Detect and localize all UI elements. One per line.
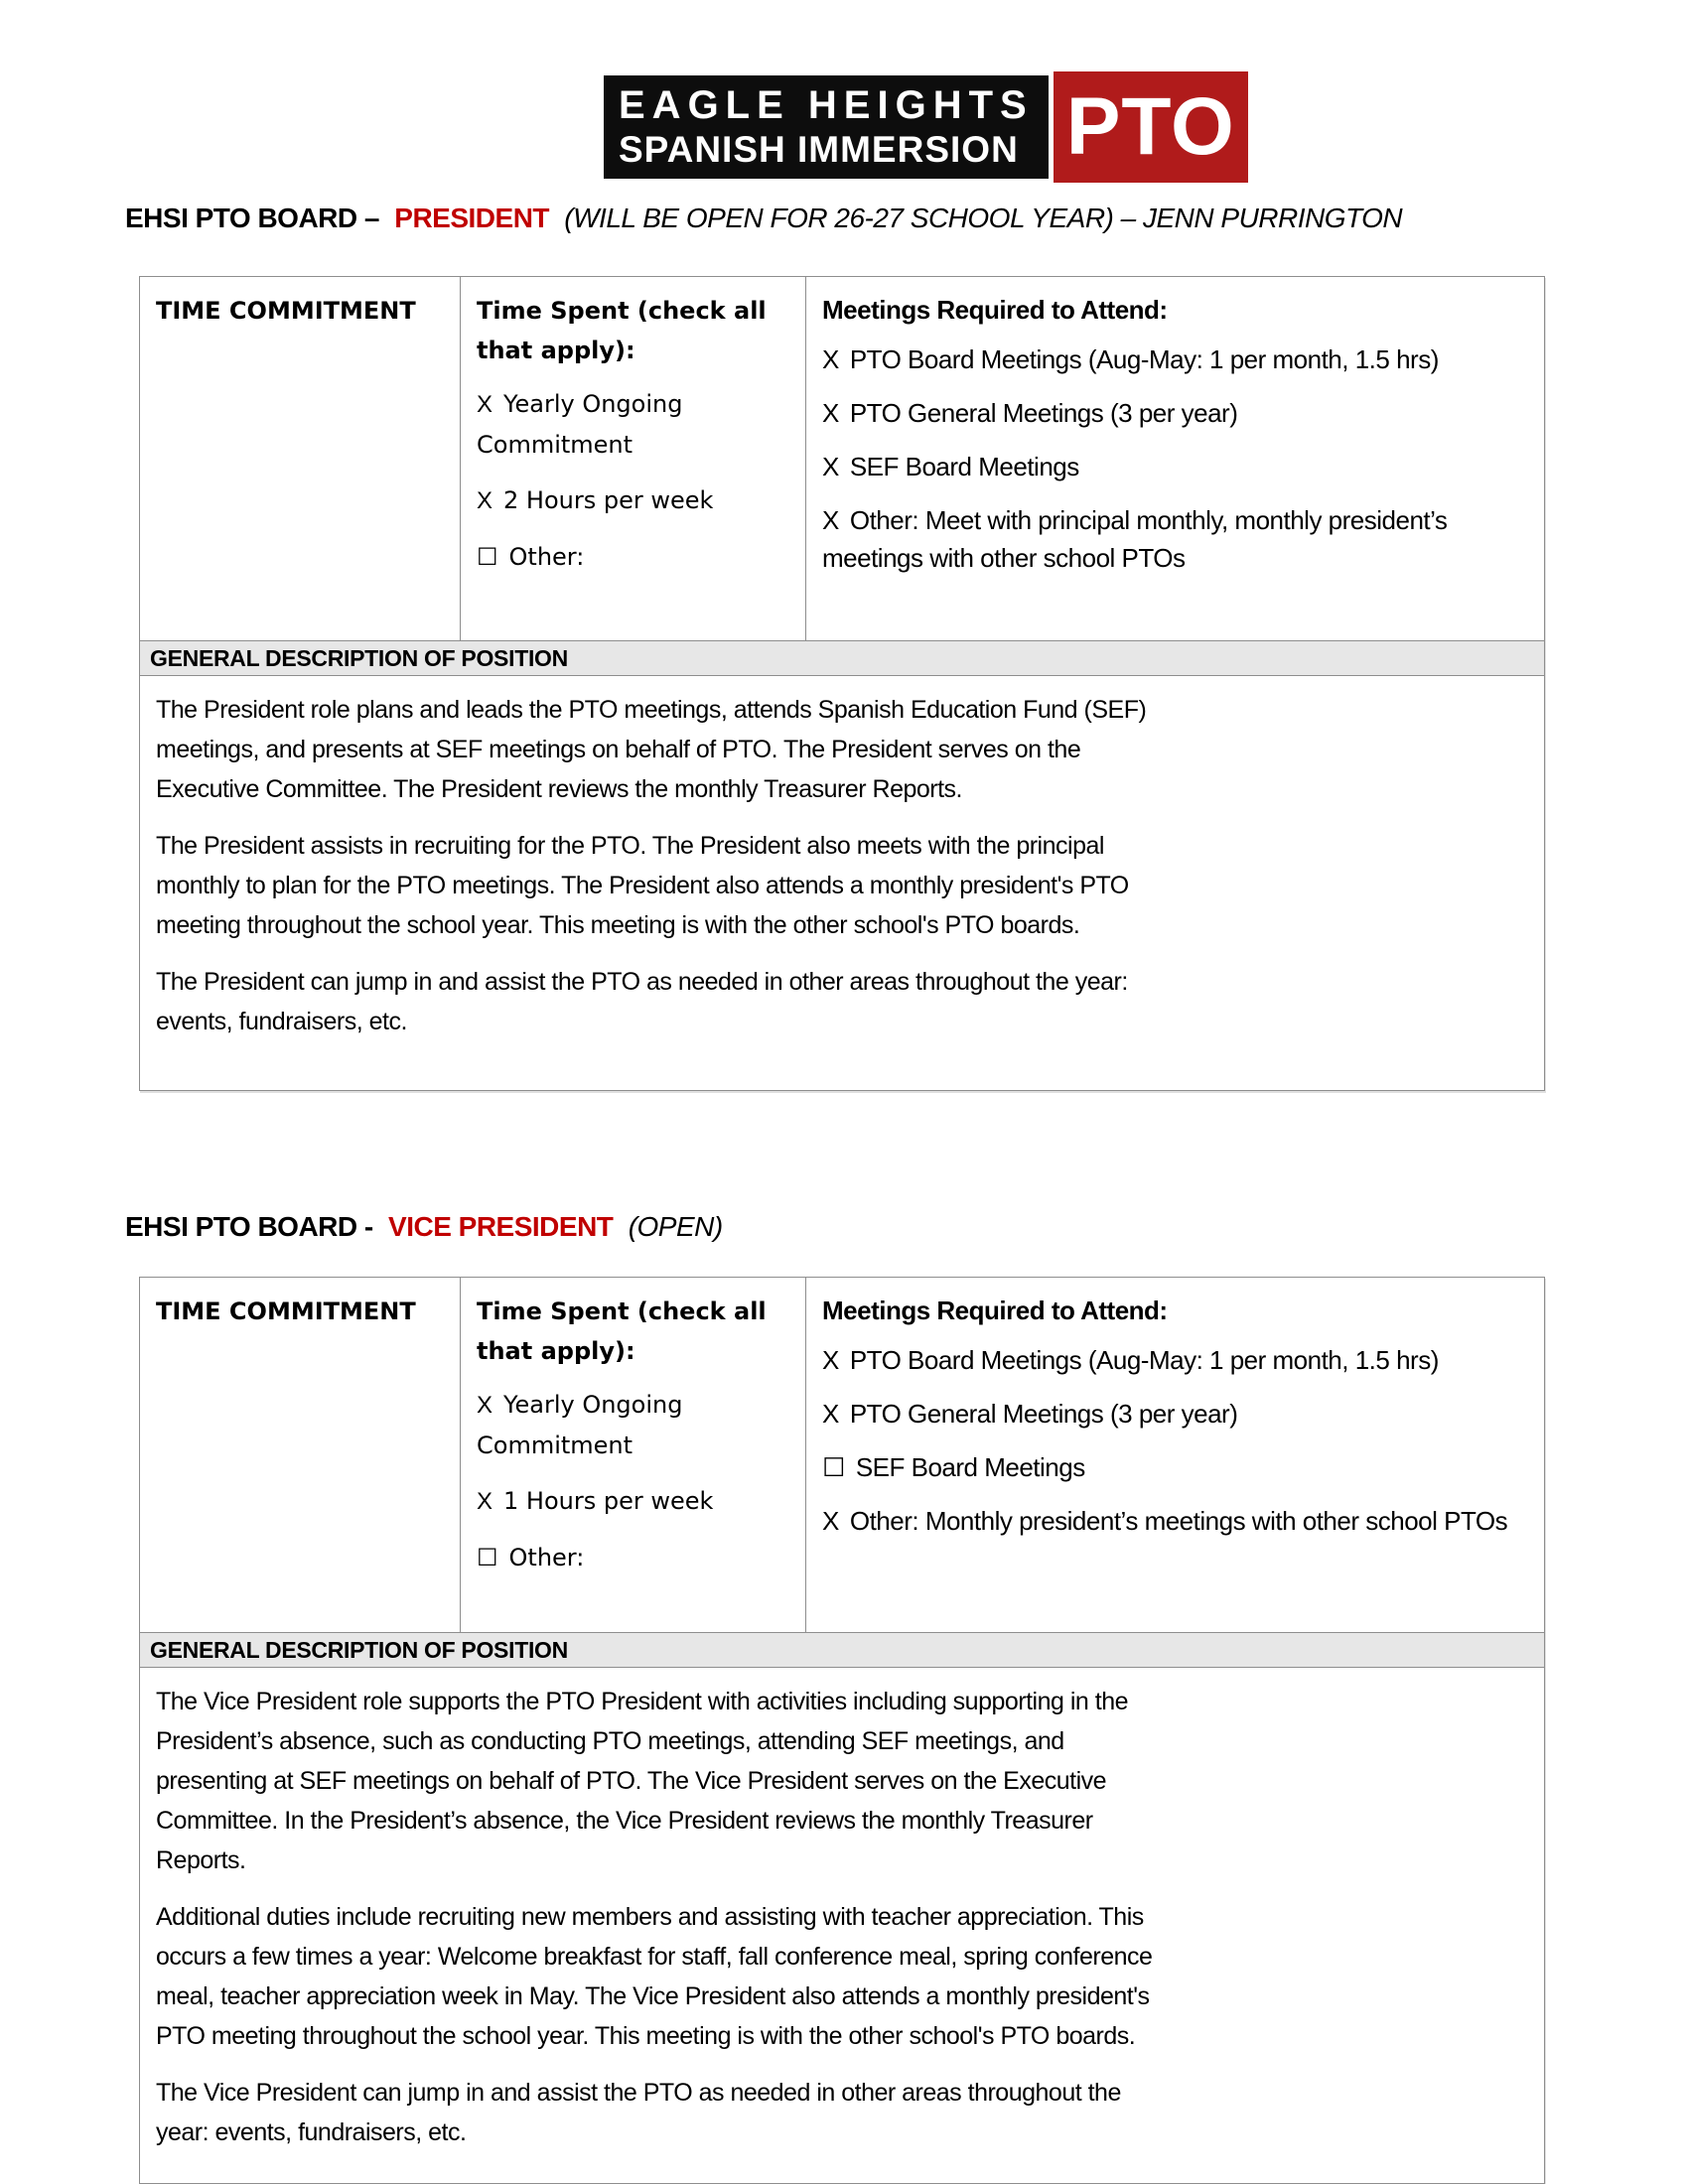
description-body xyxy=(140,1668,1544,2183)
checklist-item xyxy=(477,1385,789,1465)
checkbox-mark: X xyxy=(822,452,839,481)
description-body xyxy=(140,676,1544,1090)
heading-note: (OPEN) xyxy=(628,1211,723,1242)
section-heading-vice-president xyxy=(125,1207,723,1247)
heading-note: (WILL BE OPEN FOR 26-27 SCHOOL YEAR) – JENN PURRINGTON xyxy=(564,203,1403,233)
description-paragraph: The Vice President can jump in and assist the PTO as needed in other areas throughout the year: events, fundraisers, etc. xyxy=(156,2079,1121,2146)
description-header-bar: GENERAL DESCRIPTION OF POSITION xyxy=(140,640,1544,676)
checklist-label: SEF Board Meetings xyxy=(855,1452,1085,1482)
checklist-label: SEF Board Meetings xyxy=(849,452,1079,481)
time-spent-header: Time Spent (check all that apply): xyxy=(477,297,767,364)
description-paragraph: Additional duties include recruiting new members and assisting with teacher appreciation. This occurs a few times a year: Welcome breakfast for staff, fall conference meal, spring conference meal, teacher appreciation week in May. The Vice President also attends a monthly president's PTO meeting throughout the school year. This meeting is with the other school's PTO boards. xyxy=(156,1903,1153,2050)
checklist-label: Other: Meet with principal monthly, monthly president’s meetings with other school PTOs xyxy=(822,505,1448,573)
checklist-item xyxy=(822,501,1528,577)
checkbox-mark: X xyxy=(822,398,839,428)
checklist-item xyxy=(822,394,1528,432)
description-header-bar: GENERAL DESCRIPTION OF POSITION xyxy=(140,1632,1544,1668)
position-table-president xyxy=(139,276,1545,1091)
time-commitment-label: TIME COMMITMENT xyxy=(156,297,416,325)
checklist-label: 1 Hours per week xyxy=(503,1487,714,1515)
checkbox-mark: X xyxy=(822,1345,839,1375)
checklist-label: Other: xyxy=(508,1544,585,1571)
time-commitment-label: TIME COMMITMENT xyxy=(156,1297,416,1325)
meetings-header: Meetings Required to Attend: xyxy=(822,295,1168,325)
checklist-item xyxy=(822,448,1528,485)
time-commitment-cell xyxy=(140,1278,460,1632)
checkbox-mark: ☐ xyxy=(822,1452,845,1482)
checklist-label: PTO General Meetings (3 per year) xyxy=(849,398,1238,428)
checklist-item xyxy=(477,1538,789,1578)
checkbox-mark: X xyxy=(477,1488,493,1515)
checklist-item xyxy=(477,480,789,521)
checklist-label: PTO Board Meetings (Aug-May: 1 per month, 1.5 hrs) xyxy=(849,1345,1439,1375)
checklist-label: Other: xyxy=(508,543,585,571)
checkbox-mark: X xyxy=(477,1392,493,1419)
checklist-label: PTO General Meetings (3 per year) xyxy=(849,1399,1238,1429)
heading-board-prefix: EHSI PTO BOARD - xyxy=(125,1211,373,1242)
checklist-item xyxy=(477,384,789,465)
heading-role-title: PRESIDENT xyxy=(394,203,550,233)
checklist-item xyxy=(822,1502,1528,1540)
description-paragraph: The President assists in recruiting for the PTO. The President also meets with the principal monthly to plan for the PTO meetings. The President also attends a monthly president's PTO meeting throughout the school year. This meeting is with the other school's PTO boards. xyxy=(156,832,1129,939)
section-heading-president xyxy=(125,199,1402,238)
table-top-row xyxy=(140,1278,1544,1632)
time-commitment-cell xyxy=(140,277,460,640)
logo-pto-badge-text: PTO xyxy=(1065,81,1235,172)
checkbox-mark: X xyxy=(822,505,839,535)
logo-school-name xyxy=(604,75,1049,179)
checkbox-mark: X xyxy=(822,1399,839,1429)
checkbox-mark: ☐ xyxy=(477,544,498,571)
logo-school-name-line2: SPANISH IMMERSION xyxy=(619,129,1019,170)
meetings-header: Meetings Required to Attend: xyxy=(822,1296,1168,1325)
checkbox-mark: X xyxy=(822,1506,839,1536)
checklist-item xyxy=(477,537,789,578)
heading-role-title: VICE PRESIDENT xyxy=(388,1211,614,1242)
checkbox-mark: X xyxy=(477,487,493,514)
description-paragraph: The President can jump in and assist the PTO as needed in other areas throughout the year: events, fundraisers, etc. xyxy=(156,968,1128,1035)
checklist-item xyxy=(822,1395,1528,1433)
checklist-label: Yearly Ongoing Commitment xyxy=(477,1391,683,1459)
checkbox-mark: X xyxy=(822,344,839,374)
logo-pto-badge xyxy=(1054,71,1248,183)
checklist-item xyxy=(822,341,1528,378)
description-paragraph: The President role plans and leads the PTO meetings, attends Spanish Education Fund (SEF) meetings, and presents at SEF meetings on behalf of PTO. The President serves on the Executive Committee. The President reviews the monthly Treasurer Reports. xyxy=(156,696,1147,803)
pto-logo xyxy=(604,71,1248,183)
time-spent-cell xyxy=(460,277,805,640)
meetings-cell xyxy=(805,277,1544,640)
checklist-label: Yearly Ongoing Commitment xyxy=(477,390,683,459)
checkbox-mark: X xyxy=(477,391,493,418)
checklist-label: 2 Hours per week xyxy=(503,486,714,514)
time-spent-cell xyxy=(460,1278,805,1632)
position-table-vice-president xyxy=(139,1277,1545,2184)
time-spent-header: Time Spent (check all that apply): xyxy=(477,1297,767,1365)
meetings-cell xyxy=(805,1278,1544,1632)
checklist-item xyxy=(822,1448,1528,1486)
checklist-label: Other: Monthly president’s meetings with other school PTOs xyxy=(849,1506,1508,1536)
checkbox-mark: ☐ xyxy=(477,1545,498,1571)
logo-school-name-line1: EAGLE HEIGHTS xyxy=(619,83,1034,127)
table-top-row xyxy=(140,277,1544,640)
checklist-item xyxy=(477,1481,789,1522)
heading-board-prefix: EHSI PTO BOARD – xyxy=(125,203,379,233)
checklist-label: PTO Board Meetings (Aug-May: 1 per month, 1.5 hrs) xyxy=(849,344,1439,374)
description-paragraph: The Vice President role supports the PTO President with activities including supporting in the President’s absence, such as conducting PTO meetings, attending SEF meetings, and presenting at SEF meetings on behalf of PTO. The Vice President serves on the Executive Committee. In the President’s absence, the Vice President reviews the monthly Treasurer Reports. xyxy=(156,1688,1129,1874)
checklist-item xyxy=(822,1341,1528,1379)
